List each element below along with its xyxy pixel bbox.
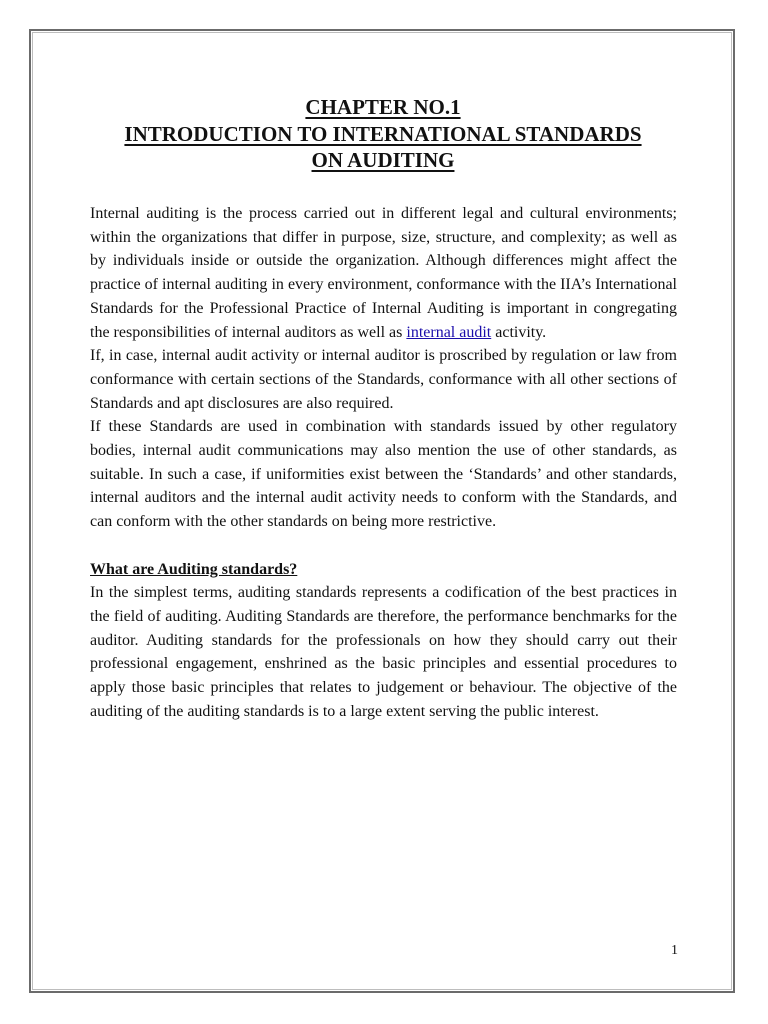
section-heading: What are Auditing standards? [90, 560, 298, 578]
paragraph-auditing-standards: In the simplest terms, auditing standards represents a codification of the best practices in the field of auditing. Auditing Standards are therefore, the performance benchmarks for the auditor. Auditing standards for the professionals on how they should carry out their professional engagement, enshrined as the basic principles and essential procedures to apply those basic principles that relates to judgement or behaviour. The objective of the auditing of the auditing standards is to a large extent serving the public interest. [90, 584, 677, 720]
internal-audit-link[interactable]: internal audit [406, 323, 492, 341]
document-body [90, 202, 677, 723]
chapter-title [60, 94, 706, 174]
title-line-on-auditing: ON AUDITING [311, 148, 455, 172]
title-line-introduction: INTRODUCTION TO INTERNATIONAL STANDARDS [124, 121, 642, 146]
paragraph-text: activity. [491, 323, 547, 341]
paragraph-internal-auditing [90, 202, 677, 344]
title-line-chapter: CHAPTER NO.1 [305, 95, 461, 119]
page-number: 1 [671, 943, 678, 958]
paragraph-combination: If these Standards are used in combination with standards issued by other regulatory bodies, internal audit communications may also mention the use of other standards, as suitable. In such a case, if uniformities exist between the ‘Standards’ and other standards, internal auditors and the internal audit activity needs to conform with the Standards, and can conform with the other standards on being more restrictive. [90, 418, 677, 531]
paragraph-proscribed: If, in case, internal audit activity or internal auditor is proscribed by regulation or law from conformance with certain sections of the Standards, conformance with all other sections of Standards and apt disclosures are also required. [90, 347, 677, 412]
paragraph-text: Internal auditing is the process carried out in different legal and cultural environments; within the organizations that differ in purpose, size, structure, and complexity; as well as by individuals inside or outside the organization. Although differences might affect the practice of internal auditing in every environment, conformance with the IIA’s International Standards for the Professional Practice of Internal Auditing is important in congregating the responsibilities of internal auditors as well as [90, 205, 677, 341]
